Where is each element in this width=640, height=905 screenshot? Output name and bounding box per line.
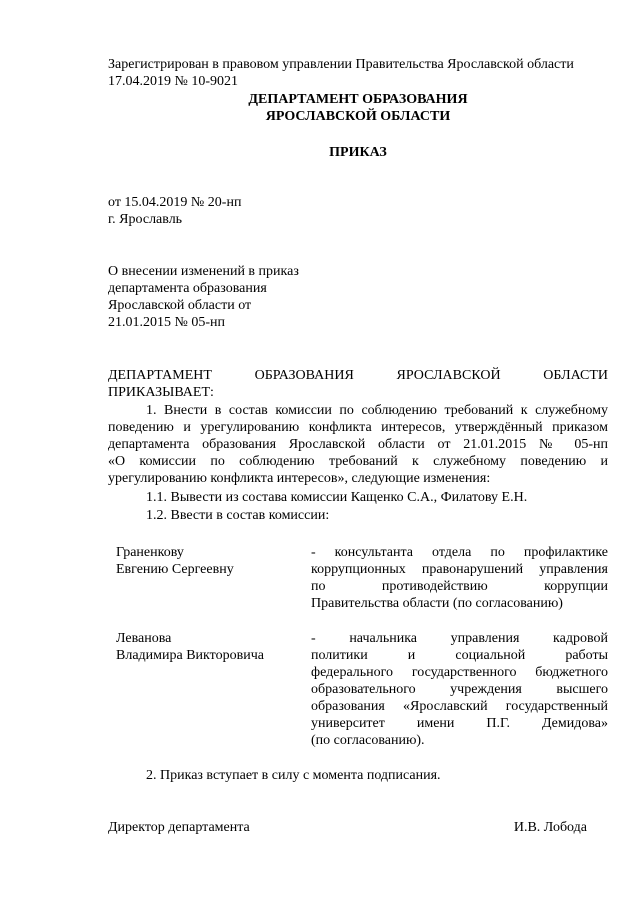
member-desc-line: образовательного учреждения высшего <box>311 682 608 697</box>
member-name <box>116 630 306 664</box>
member-desc-line: образования «Ярославский государственный <box>311 699 608 714</box>
subject-line: Ярославской области от <box>108 298 252 313</box>
member-desc-line: - консультанта отдела по профилактике <box>311 545 608 560</box>
item1-line: поведению и урегулированию конфликта интересов, утверждённый приказом <box>108 420 608 435</box>
preamble-line-1 <box>108 367 608 384</box>
member-desc-line: политики и социальной работы <box>311 648 608 663</box>
subject-line: департамента образования <box>108 281 267 296</box>
subject-line: 21.01.2015 № 05-нп <box>108 315 226 330</box>
signature-name: И.В. Лобода <box>513 820 587 835</box>
date-number: от 15.04.2019 № 20-нп <box>108 195 242 210</box>
item1-line: 1. Внести в состав комиссии по соблюдению требований к служебному <box>146 403 608 418</box>
member-name <box>116 544 296 578</box>
member-name-line: Евгению Сергеевну <box>116 562 234 577</box>
member-desc-line: коррупционных правонарушений управления <box>311 562 608 577</box>
member-name-line: Владимира Викторовича <box>116 648 264 663</box>
preamble-word: ОБЛАСТИ <box>543 368 608 383</box>
item1-2: 1.2. Ввести в состав комиссии: <box>146 508 330 523</box>
department-name-line-2: ЯРОСЛАВСКОЙ ОБЛАСТИ <box>265 109 451 124</box>
document-meta <box>108 194 408 228</box>
preamble-line-2: ПРИКАЗЫВАЕТ: <box>108 385 214 400</box>
member-desc-line: по противодействию коррупции <box>311 579 608 594</box>
item1-1: 1.1. Вывести из состава комиссии Кащенко С.А., Филатову Е.Н. <box>146 490 528 505</box>
signature-position: Директор департамента <box>108 820 250 835</box>
member-desc-line: Правительства области (по согласованию) <box>311 596 563 611</box>
member-desc-line: университет имени П.Г. Демидова» <box>311 716 608 731</box>
preamble-word: ЯРОСЛАВСКОЙ <box>396 368 501 383</box>
department-name-line-1: ДЕПАРТАМЕНТ ОБРАЗОВАНИЯ <box>248 92 468 107</box>
subject-line: О внесении изменений в приказ <box>108 264 299 279</box>
preamble-word: ДЕПАРТАМЕНТ <box>108 368 212 383</box>
member-name-line: Граненкову <box>116 545 184 560</box>
registration-note <box>108 56 628 90</box>
item1-line: урегулированию конфликта интересов», следующие изменения: <box>108 471 491 486</box>
member-desc-line: федерального государственного бюджетного <box>311 665 608 680</box>
member-name-line: Леванова <box>116 631 172 646</box>
department-header <box>108 91 608 125</box>
member-desc-line: - начальника управления кадровой <box>311 631 608 646</box>
member-desc-line: (по согласованию). <box>311 733 425 748</box>
preamble-word: ОБРАЗОВАНИЯ <box>254 368 354 383</box>
registration-line-1: Зарегистрирован в правовом управлении Правительства Ярославской области <box>108 57 574 72</box>
city: г. Ярославль <box>108 212 183 227</box>
item1-line: департамента образования Ярославской области от 21.01.2015 № 05-нп <box>108 437 608 452</box>
subject-block <box>108 263 368 331</box>
item1-line: «О комиссии по соблюдению требований к служебному поведению и <box>108 454 608 469</box>
item2: 2. Приказ вступает в силу с момента подписания. <box>146 768 441 783</box>
registration-line-2: 17.04.2019 № 10-9021 <box>108 74 239 89</box>
document-type: ПРИКАЗ <box>329 145 387 160</box>
